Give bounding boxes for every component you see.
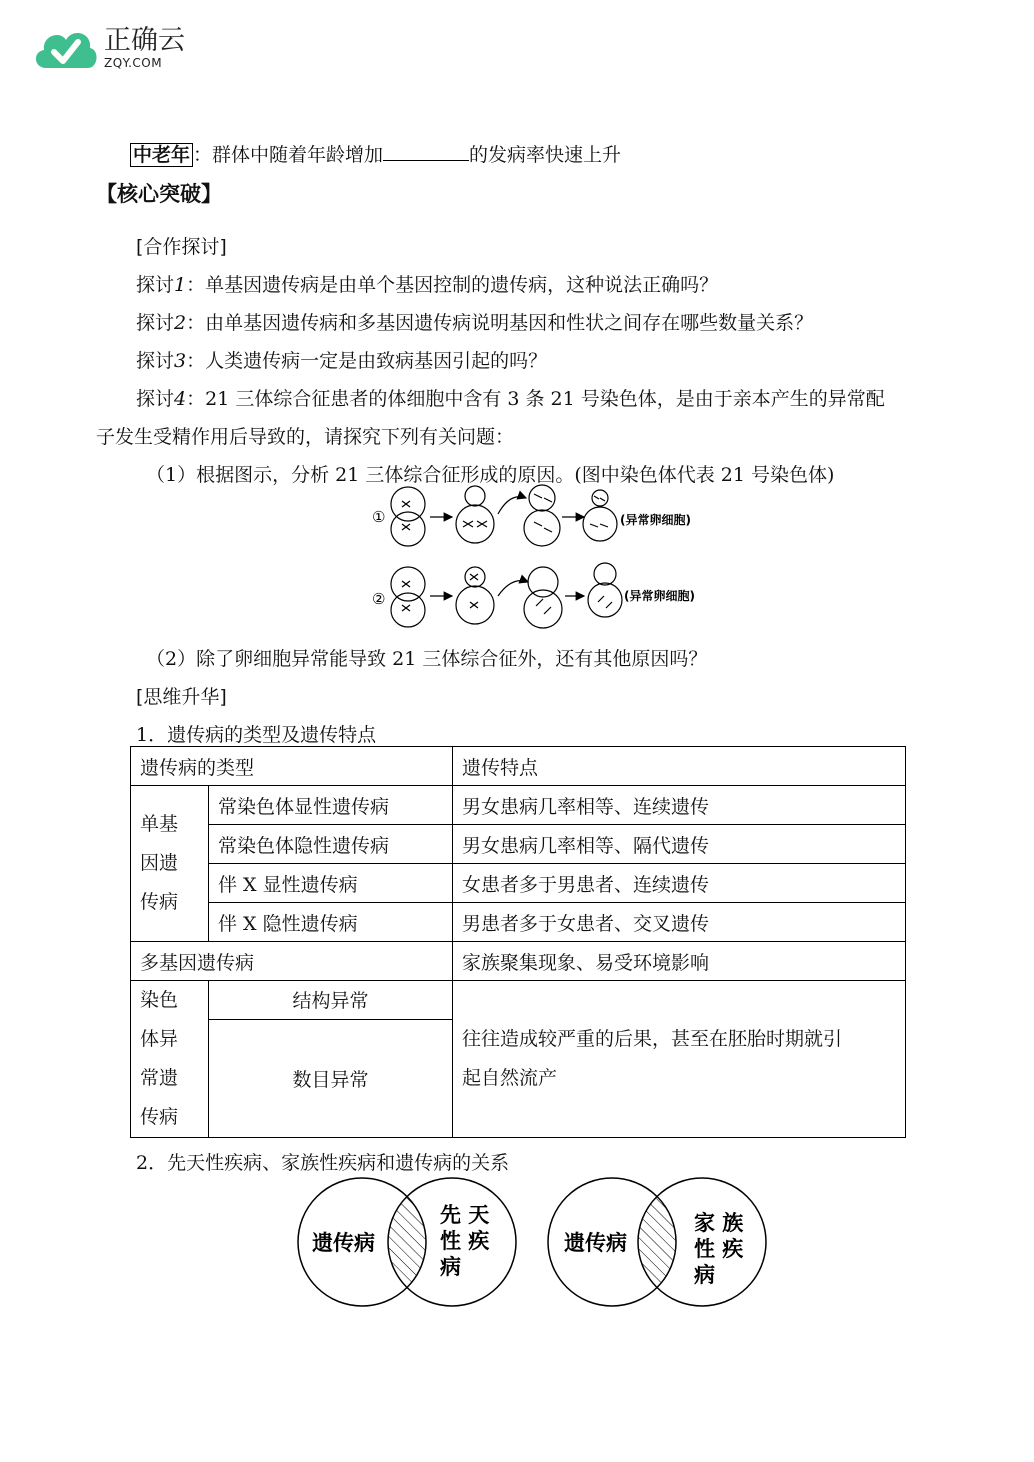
venn-diagram-1: [298, 1178, 516, 1306]
question-4: 探讨4：21 三体综合征患者的体细胞中含有 3 条 21 号染色体，是由于亲本产生的异常配: [136, 388, 885, 410]
intro-text-after: 的发病率快速上升: [469, 144, 622, 166]
header-feature: 遗传特点: [453, 747, 906, 786]
venn1-right-line2: 性 疾: [440, 1229, 490, 1253]
row2-label: (异常卵细胞): [624, 589, 695, 603]
table-title: 1．遗传病的类型及遗传特点: [136, 724, 377, 746]
row-feature: 女患者多于男患者、连续遗传: [453, 864, 906, 903]
venn-diagrams: [290, 1172, 780, 1312]
intro-line: [130, 140, 621, 167]
logo: [30, 22, 185, 74]
cloud-check-logo-icon: [30, 22, 100, 74]
table-header-row: [131, 747, 906, 786]
genetic-disease-table: [130, 746, 906, 1138]
row-type: 多基因遗传病: [131, 942, 453, 981]
question-4-cont: 子发生受精作用后导致的，请探究下列有关问题：: [96, 426, 515, 448]
logo-name-en: ZQY.COM: [104, 56, 163, 70]
row2-cell-4: [588, 563, 622, 617]
row1-cell-2: [456, 486, 494, 543]
venn2-right-line2: 性 疾: [694, 1237, 744, 1261]
venn1-right-line3: 病: [440, 1255, 461, 1279]
table-row: [131, 981, 906, 1020]
row-feature: 家族聚集现象、易受环境影响: [453, 942, 906, 981]
row-type: 数目异常: [209, 1019, 453, 1137]
question-2: 探讨2：由单基因遗传病和多基因遗传病说明基因和性状之间存在哪些数量关系？: [136, 312, 814, 334]
row2-cell-1: [391, 567, 425, 627]
meiosis-diagram: [360, 484, 720, 634]
section-title: 【核心突破】: [96, 182, 222, 206]
chromosome-group: 染色 体异 常遗 传病: [131, 981, 209, 1138]
table-row: [131, 864, 906, 903]
row2-cell-3: [524, 567, 562, 628]
discussion-tag: [合作探讨]: [136, 236, 227, 258]
fill-blank: [383, 144, 469, 161]
row1-cell-3: [524, 485, 560, 546]
row-type: 结构异常: [209, 981, 453, 1020]
intro-label: 中老年: [130, 143, 193, 167]
row2-marker: ②: [372, 590, 386, 608]
venn1-left-label: 遗传病: [312, 1231, 375, 1255]
row-type: 伴 X 显性遗传病: [209, 864, 453, 903]
single-gene-group: 单基 因遗 传病: [131, 786, 209, 942]
logo-name-cn: 正确云: [104, 25, 185, 56]
row1-label: (异常卵细胞): [620, 513, 691, 527]
venn-title: 2．先天性疾病、家族性疾病和遗传病的关系: [136, 1152, 510, 1174]
question-1: 探讨1：单基因遗传病是由单个基因控制的遗传病，这种说法正确吗？: [136, 274, 719, 296]
thinking-tag: [思维升华]: [136, 686, 227, 708]
row-feature: 男女患病几率相等、隔代遗传: [453, 825, 906, 864]
venn1-right-line1: 先 天: [440, 1203, 490, 1227]
table-row: [131, 903, 906, 942]
venn2-right-line1: 家 族: [694, 1211, 744, 1235]
row-feature: 男患者多于女患者、交叉遗传: [453, 903, 906, 942]
row-type: 常染色体显性遗传病: [209, 786, 453, 825]
header-type: 遗传病的类型: [131, 747, 453, 786]
table-row: [131, 825, 906, 864]
table-row: [131, 942, 906, 981]
venn-diagram-2: [548, 1178, 766, 1306]
question-3: 探讨3：人类遗传病一定是由致病基因引起的吗？: [136, 350, 548, 372]
row-feature: 男女患病几率相等、连续遗传: [453, 786, 906, 825]
row1-cell-1: [391, 487, 425, 546]
venn2-right-line3: 病: [694, 1263, 715, 1287]
row-type: 常染色体隐性遗传病: [209, 825, 453, 864]
row-type: 伴 X 隐性遗传病: [209, 903, 453, 942]
row-feature: 往往造成较严重的后果，甚至在胚胎时期就引 起自然流产: [453, 981, 906, 1138]
row2-cell-2: [456, 567, 494, 624]
sub-question-1: （1）根据图示，分析 21 三体综合征形成的原因。(图中染色体代表 21 号染色体): [146, 464, 835, 486]
venn2-left-label: 遗传病: [564, 1231, 627, 1255]
row1-marker: ①: [372, 508, 386, 526]
table-row: [131, 786, 906, 825]
intro-text-before: ：群体中随着年龄增加: [193, 144, 384, 166]
row1-cell-4: [583, 490, 617, 541]
sub-question-2: （2）除了卵细胞异常能导致 21 三体综合征外，还有其他原因吗？: [146, 648, 708, 670]
